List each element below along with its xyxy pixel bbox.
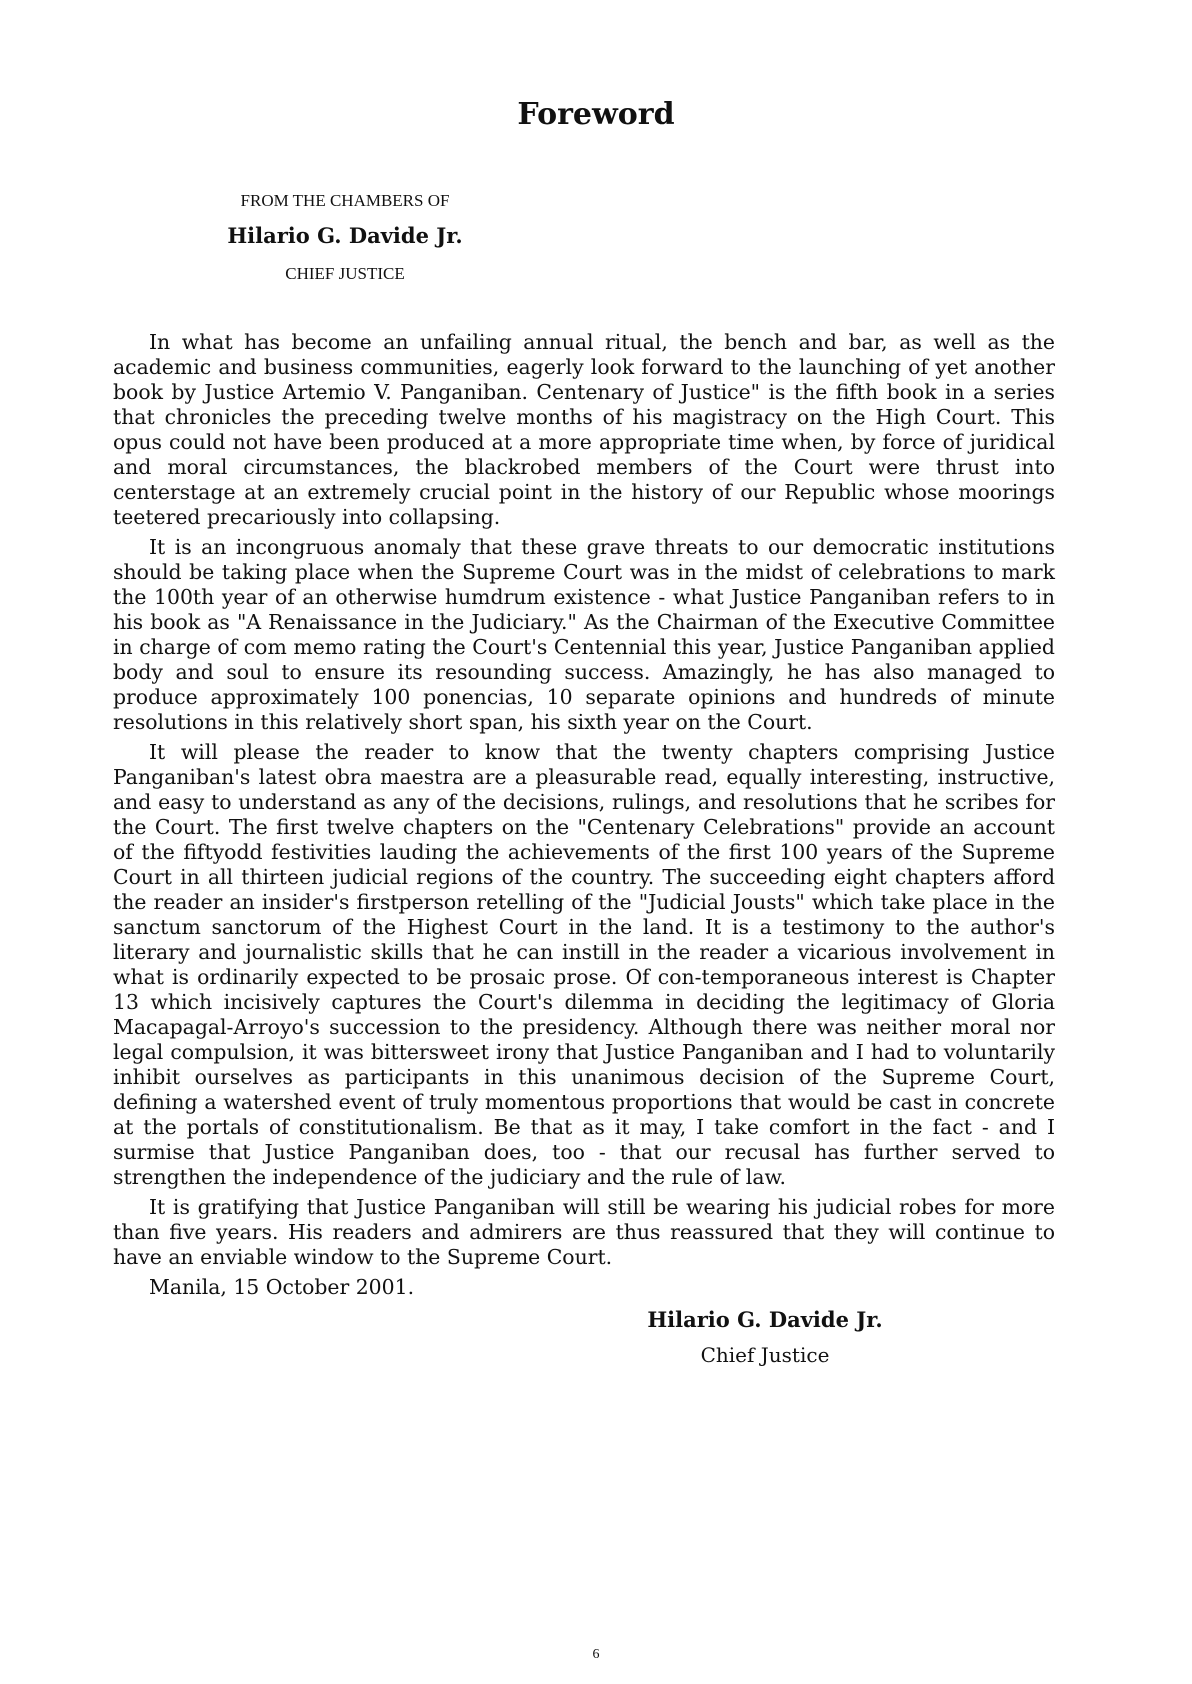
paragraph-4: It is gratifying that Justice Panganiban will still be wearing his judicial robes for more than five years. His readers and admirers are thus reassured that they will continue to have an enviable window to the Supreme Court. — [113, 1195, 1055, 1269]
paragraph-3: It will please the reader to know that the twenty chapters comprising Justice Panganiban's latest obra maestra are a pleasurable read, equally interesting, instructive, and easy to understand as any of the decisions, rulings, and resolutions that he scribes for the Court. The first twelve chapters on the "Centenary Celebrations" provide an account of the fiftyodd festivities lauding the achievements of the first 100 years of the Supreme Court in all thirteen judicial regions of the country. The succeeding eight chapters afford the reader an insider's firstperson retelling of the "Judicial Jousts" which take place in the sanctum sanctorum of the Highest Court in the land. It is a testimony to the author's literary and journalistic skills that he can instill in the reader a vicarious involvement in what is ordinarily expected to be prosaic prose. Of con-temporaneous interest is Chapter 13 which incisively captures the Court's dilemma in deciding the legitimacy of Gloria Macapagal-Arroyo's succession to the presidency. Although there was neither moral nor legal compulsion, it was bittersweet irony that Justice Panganiban and I had to voluntarily inhibit ourselves as participants in this unanimous decision of the Supreme Court, defining a watershed event of truly momentous proportions that would be cast in concrete at the portals of constitutionalism. Be that as it may, I take comfort in the fact - and I surmise that Justice Panganiban does, too - that our recusal has further served to strengthen the independence of the judiciary and the rule of law. — [113, 740, 1055, 1189]
page-title: Foreword — [517, 97, 675, 132]
dateline: Manila, 15 October 2001. — [149, 1275, 415, 1299]
paragraph-2: It is an incongruous anomaly that these grave threats to our democratic institutions should be taking place when the Supreme Court was in the midst of celebrations to mark the 100th year of an otherwise humdrum existence - what Justice Panganiban refers to in his book as "A Renaissance in the Judiciary." As the Chairman of the Executive Committee in charge of com memo rating the Court's Centennial this year, Justice Panganiban applied body and soul to ensure its resounding success. Amazingly, he has also managed to produce approximately 100 ponencias, 10 separate opinions and hundreds of minute resolutions in this relatively short span, his sixth year on the Court. — [113, 535, 1055, 734]
page-number: 6 — [592, 1647, 600, 1662]
foreword-body — [113, 330, 1055, 1305]
chambers-role: CHIEF JUSTICE — [285, 264, 405, 283]
paragraph-1: In what has become an unfailing annual ritual, the bench and bar, as well as the academic and business communities, eagerly look forward to the launching of yet another book by Justice Artemio V. Panganiban. Centenary of Justice" is the fifth book in a series that chronicles the preceding twelve months of his magistracy on the High Court. This opus could not have been produced at a more appropriate time when, by force of juridical and moral circumstances, the blackrobed members of the Court were thrust into centerstage at an extremely crucial point in the history of our Republic whose moorings teetered precariously into collapsing. — [113, 330, 1055, 529]
chambers-name: Hilario G. Davide Jr. — [227, 223, 463, 248]
signature-role: Chief Justice — [700, 1343, 830, 1367]
signature-name: Hilario G. Davide Jr. — [647, 1307, 883, 1332]
chambers-heading: FROM THE CHAMBERS OF — [240, 191, 450, 210]
